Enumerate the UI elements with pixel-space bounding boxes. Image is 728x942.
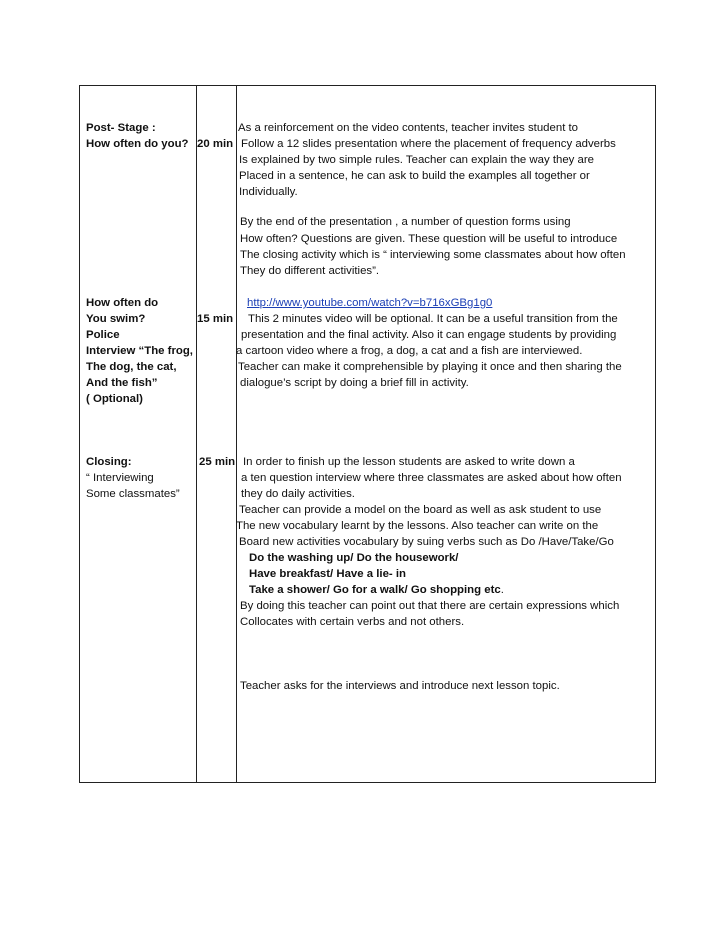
procedure-line: They do different activities”. bbox=[240, 265, 380, 277]
time-label: 20 min bbox=[197, 138, 234, 150]
procedure-line: they do daily activities. bbox=[241, 488, 355, 500]
procedure-line: The closing activity which is “ interviewing some classmates about how often bbox=[240, 249, 626, 261]
stage-label: “ Interviewing bbox=[86, 472, 154, 484]
procedure-line: Teacher asks for the interviews and introduce next lesson topic. bbox=[240, 680, 560, 692]
stage-label: Interview “The frog, bbox=[86, 345, 193, 357]
procedure-line: Teacher can provide a model on the board as well as ask student to use bbox=[239, 504, 602, 516]
procedure-line: By doing this teacher can point out that there are certain expressions which bbox=[240, 600, 620, 612]
procedure-line: presentation and the final activity. Also it can engage students by providing bbox=[241, 329, 617, 341]
time-label: 15 min bbox=[197, 313, 234, 325]
column-divider-time-procedure bbox=[236, 85, 237, 783]
example-line-suffix: . bbox=[500, 584, 504, 596]
procedure-line: Placed in a sentence, he can ask to build the examples all together or bbox=[239, 170, 590, 182]
stage-label: Closing: bbox=[86, 456, 132, 468]
procedure-line: The new vocabulary learnt by the lessons. Also teacher can write on the bbox=[236, 520, 599, 532]
procedure-line: a cartoon video where a frog, a dog, a cat and a fish are interviewed. bbox=[236, 345, 583, 357]
procedure-line: As a reinforcement on the video contents, teacher invites student to bbox=[238, 122, 579, 134]
procedure-line: Is explained by two simple rules. Teacher can explain the way they are bbox=[239, 154, 594, 166]
procedure-line: In order to finish up the lesson students are asked to write down a bbox=[243, 456, 575, 468]
example-line: Do the washing up/ Do the housework/ bbox=[249, 552, 459, 564]
procedure-line: dialogue’s script by doing a brief fill in activity. bbox=[240, 377, 469, 389]
procedure-line: Individually. bbox=[239, 186, 298, 198]
column-divider-stage-time bbox=[196, 85, 197, 783]
procedure-line: By the end of the presentation , a number of question forms using bbox=[240, 216, 571, 228]
procedure-line: a ten question interview where three classmates are asked about how often bbox=[241, 472, 622, 484]
example-line: Have breakfast/ Have a lie- in bbox=[249, 568, 407, 580]
procedure-line: How often? Questions are given. These question will be useful to introduce bbox=[240, 233, 618, 245]
stage-label: How often do bbox=[86, 297, 159, 309]
time-label: 25 min bbox=[199, 456, 236, 468]
procedure-line: Collocates with certain verbs and not others. bbox=[240, 616, 465, 628]
stage-label: The dog, the cat, bbox=[86, 361, 177, 373]
procedure-line: Follow a 12 slides presentation where the placement of frequency adverbs bbox=[241, 138, 616, 150]
procedure-line: Board new activities vocabulary by suing verbs such as Do /Have/Take/Go bbox=[239, 536, 614, 548]
stage-label: Post- Stage : bbox=[86, 122, 156, 134]
procedure-line: This 2 minutes video will be optional. It can be a useful transition from the bbox=[248, 313, 618, 325]
stage-label: And the fish” bbox=[86, 377, 158, 389]
stage-label: Police bbox=[86, 329, 120, 341]
stage-label: ( Optional) bbox=[86, 393, 143, 405]
example-line bbox=[249, 583, 504, 597]
stage-label: You swim? bbox=[86, 313, 146, 325]
procedure-line: Teacher can make it comprehensible by playing it once and then sharing the bbox=[238, 361, 622, 373]
video-link[interactable]: http://www.youtube.com/watch?v=b716xGBg1g0 bbox=[247, 297, 493, 309]
stage-label: How often do you? bbox=[86, 138, 189, 150]
stage-label: Some classmates” bbox=[86, 488, 180, 500]
example-line-bold: Take a shower/ Go for a walk/ Go shopping etc bbox=[249, 584, 501, 596]
